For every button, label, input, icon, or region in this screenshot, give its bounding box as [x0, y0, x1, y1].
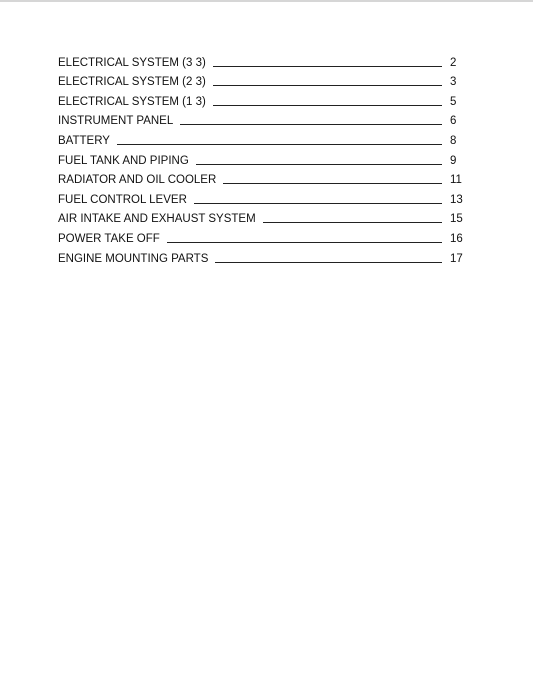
toc-entry[interactable] [58, 148, 464, 168]
toc-leader-line [194, 203, 442, 204]
toc-entry-page: 5 [450, 95, 457, 108]
toc-leader-line [180, 124, 442, 125]
toc-entry[interactable] [58, 246, 464, 266]
toc-entry-page: 17 [450, 252, 463, 265]
toc-entry-title: ELECTRICAL SYSTEM (1 3) [58, 95, 206, 108]
toc-entry-title: POWER TAKE OFF [58, 232, 160, 245]
table-of-contents [58, 50, 464, 266]
toc-entry-page: 15 [450, 213, 463, 226]
toc-entry-title: AIR INTAKE AND EXHAUST SYSTEM [58, 213, 256, 226]
toc-leader-line [117, 144, 442, 145]
toc-entry[interactable] [58, 50, 464, 70]
toc-entry-page: 8 [450, 134, 457, 147]
toc-entry[interactable] [58, 128, 464, 148]
toc-leader-line [213, 105, 442, 106]
toc-leader-line [167, 242, 442, 243]
toc-entry-page: 2 [450, 56, 457, 69]
toc-entry-page: 13 [450, 193, 463, 206]
page-top-border [0, 0, 533, 2]
toc-entry-title: ENGINE MOUNTING PARTS [58, 252, 209, 265]
toc-leader-line [213, 66, 442, 67]
toc-entry-title: ELECTRICAL SYSTEM (2 3) [58, 76, 206, 89]
toc-entry-page: 6 [450, 115, 457, 128]
toc-entry-title: RADIATOR AND OIL COOLER [58, 174, 217, 187]
toc-entry[interactable] [58, 187, 464, 207]
toc-entry-page: 3 [450, 76, 457, 89]
toc-leader-line [196, 164, 442, 165]
toc-entry[interactable] [58, 89, 464, 109]
toc-entry-page: 9 [450, 154, 457, 167]
toc-entry[interactable] [58, 168, 464, 188]
toc-entry-title: FUEL CONTROL LEVER [58, 193, 187, 206]
toc-entry-title: BATTERY [58, 134, 110, 147]
toc-entry[interactable] [58, 207, 464, 227]
toc-entry[interactable] [58, 109, 464, 129]
toc-entry-page: 16 [450, 232, 463, 245]
toc-entry-title: INSTRUMENT PANEL [58, 115, 174, 128]
toc-leader-line [215, 262, 442, 263]
toc-leader-line [263, 222, 442, 223]
toc-leader-line [223, 183, 442, 184]
toc-entry-page: 11 [450, 174, 462, 187]
toc-entry-title: FUEL TANK AND PIPING [58, 154, 189, 167]
toc-leader-line [213, 85, 442, 86]
toc-entry-title: ELECTRICAL SYSTEM (3 3) [58, 56, 206, 69]
toc-entry[interactable] [58, 70, 464, 90]
toc-entry[interactable] [58, 226, 464, 246]
